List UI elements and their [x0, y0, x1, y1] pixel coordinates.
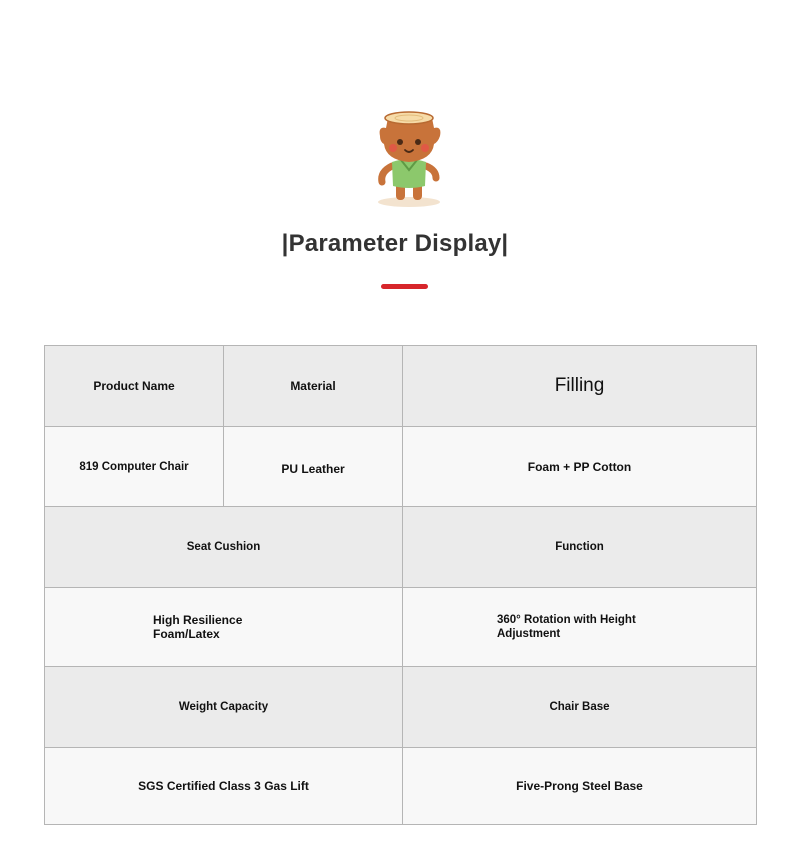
parameter-table — [44, 345, 757, 825]
header-filling: Filling — [402, 346, 756, 426]
header-material: Material — [223, 346, 402, 426]
function-value — [402, 588, 756, 666]
seat-cushion-value-line1: High Resilience — [153, 613, 243, 627]
weight-capacity-value: SGS Certified Class 3 Gas Lift — [138, 779, 309, 793]
function-value-line1: 360° Rotation with Height — [497, 614, 636, 626]
seat-cushion-value — [45, 588, 402, 666]
table-row — [45, 426, 756, 506]
table-row — [45, 506, 756, 587]
filling-value: Foam + PP Cotton — [402, 427, 756, 506]
tree-stump-mascot-icon — [370, 108, 448, 210]
seat-cushion-value-line2: Foam/Latex — [153, 627, 220, 641]
product-name-value: 819 Computer Chair — [79, 460, 189, 473]
header-product-name: Product Name — [93, 379, 175, 393]
table-row — [45, 747, 756, 824]
material-value: PU Leather — [223, 427, 402, 506]
seat-cushion-label: Seat Cushion — [186, 541, 261, 553]
table-row — [45, 587, 756, 666]
table-row — [45, 666, 756, 747]
function-label: Function — [402, 507, 756, 587]
table-row-header — [45, 346, 756, 426]
function-value-line2: Adjustment — [497, 628, 561, 640]
title-underline — [381, 284, 428, 289]
chair-base-label: Chair Base — [402, 667, 756, 747]
page-title: |Parameter Display| — [281, 230, 509, 257]
weight-capacity-label: Weight Capacity — [178, 701, 269, 713]
chair-base-value: Five-Prong Steel Base — [402, 748, 756, 824]
